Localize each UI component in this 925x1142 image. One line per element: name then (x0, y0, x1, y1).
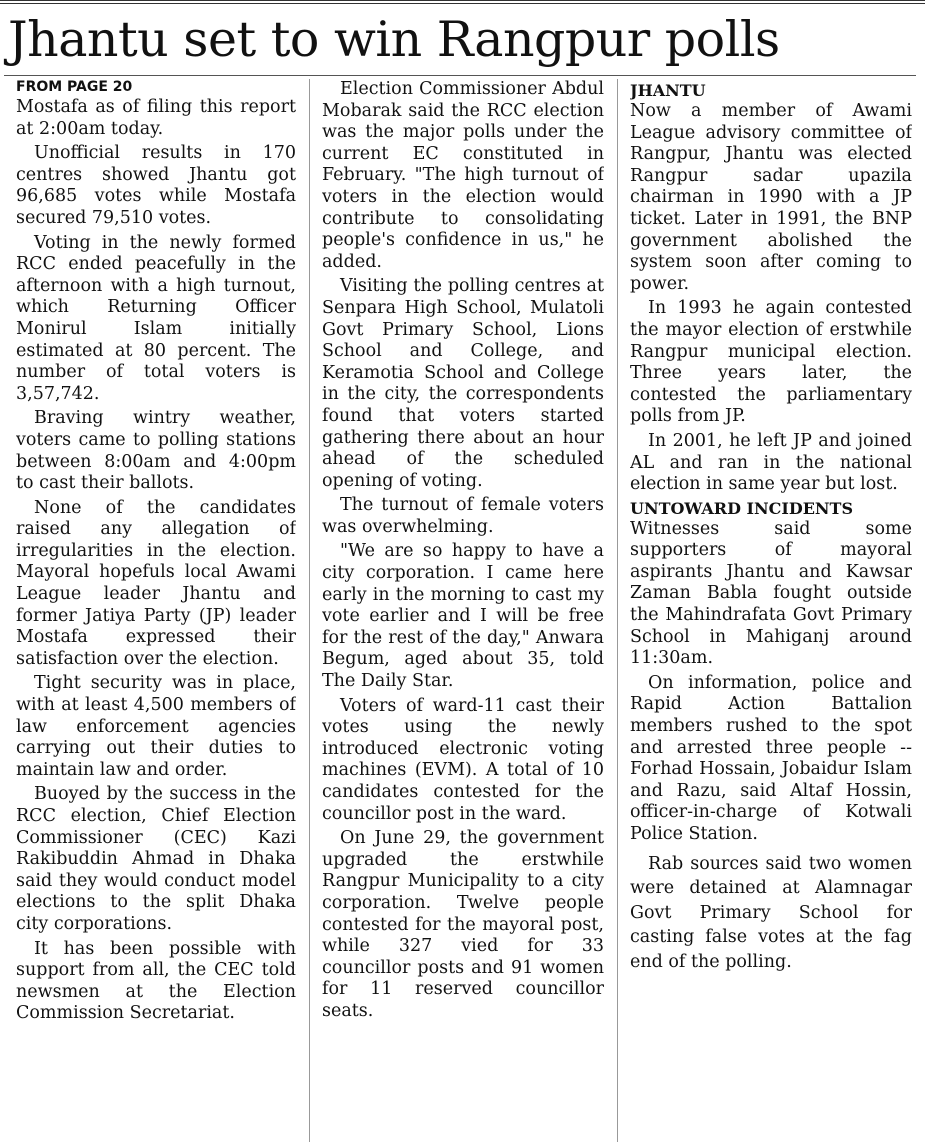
paragraph: Election Commissioner Abdul Mobarak said the RCC election was the major polls under the current EC constituted in February. "The high turnout of voters in the election would contribute to consolidating people's confidence in us," he added. (322, 79, 604, 272)
paragraph: On June 29, the government upgraded the erstwhile Rangpur Municipality to a city corporation. Twelve people contested for the mayoral post, while 327 vied for 33 councillor posts and 91 women for 11 reserved councillor seats. (322, 828, 604, 1021)
paragraph: In 2001, he left JP and joined AL and ran in the national election in same year but lost. (630, 430, 912, 495)
article-column-2 (322, 79, 604, 1142)
column-divider (617, 79, 618, 1142)
paragraph: Voting in the newly formed RCC ended peacefully in the afternoon with a high turnout, which Returning Officer Monirul Islam initially estimated at 80 percent. The number of total voters is 3,57,742. (16, 232, 296, 404)
paragraph: "We are so happy to have a city corporation. I came here early in the morning to cast my vote earlier and I will be free for the rest of the day," Anwara Begum, aged about 35, told The Daily Star. (322, 541, 604, 692)
continuation-kicker: FROM PAGE 20 (16, 79, 133, 95)
paragraph: Voters of ward-11 cast their votes using the newly introduced electronic voting machines (EVM). A total of 10 candidates contested for the councillor post in the ward. (322, 695, 604, 824)
paragraph: Buoyed by the success in the RCC election, Chief Election Commissioner (CEC) Kazi Rakibuddin Ahmad in Dhaka said they would conduct model elections to the split Dhaka city corporations. (16, 784, 296, 934)
subhead-jhantu: JHANTU (630, 81, 706, 100)
paragraph: It has been possible with support from all, the CEC told newsmen at the Election Commission Secretariat. (16, 938, 296, 1024)
paragraph: In 1993 he again contested the mayor election of erstwhile Rangpur municipal election. Three years later, the contested the parliamentary polls from JP. (630, 298, 912, 427)
top-border (0, 0, 925, 4)
paragraph: On information, police and Rapid Action Battalion members rushed to the spot and arrested three people -- Forhad Hossain, Jobaidur Islam and Razu, said Altaf Hossin, officer-in-charge of Kotwali Police Station. (630, 672, 912, 844)
paragraph: Rab sources said two women were detained at Alamnagar Govt Primary School for casting false votes at the fag end of the polling. (630, 853, 912, 972)
paragraph: Now a member of Awami League advisory committee of Rangpur, Jhantu was elected Rangpur sadar upazila chairman in 1990 with a JP ticket. Later in 1991, the BNP government abolished the system soon after coming to power. (630, 101, 912, 294)
paragraph: The turnout of female voters was overwhelming. (322, 495, 604, 537)
paragraph: Braving wintry weather, voters came to polling stations between 8:00am and 4:00pm to cast their ballots. (16, 408, 296, 494)
paragraph: Tight security was in place, with at least 4,500 members of law enforcement agencies carrying out their duties to maintain law and order. (16, 673, 296, 780)
paragraph: Visiting the polling centres at Senpara High School, Mulatoli Govt Primary School, Lions School and College, and Keramotia School and College in the city, the correspondents found that voters started gathering there about an hour ahead of the scheduled opening of voting. (322, 276, 604, 491)
paragraph: Witnesses said some supporters of mayoral aspirants Jhantu and Kawsar Zaman Babla fought outside the Mahindrafata Govt Primary School in Mahiganj around 11:30am. (630, 518, 912, 669)
paragraph: Unofficial results in 170 centres showed Jhantu got 96,685 votes while Mostafa secured 79,510 votes. (16, 143, 296, 228)
headline-rule (4, 75, 916, 76)
paragraph: Mostafa as of filing this report at 2:00am today. (16, 97, 296, 139)
article-column-1 (16, 79, 296, 1142)
column-divider (309, 79, 310, 1142)
article-column-3 (630, 79, 912, 1142)
headline: Jhantu set to win Rangpur polls (8, 11, 780, 68)
subhead-untoward-incidents: UNTOWARD INCIDENTS (630, 498, 854, 518)
paragraph: None of the candidates raised any allegation of irregularities in the election. Mayoral hopefuls local Awami League leader Jhantu and former Jatiya Party (JP) leader Mostafa expressed their satisfaction over the election. (16, 497, 296, 669)
